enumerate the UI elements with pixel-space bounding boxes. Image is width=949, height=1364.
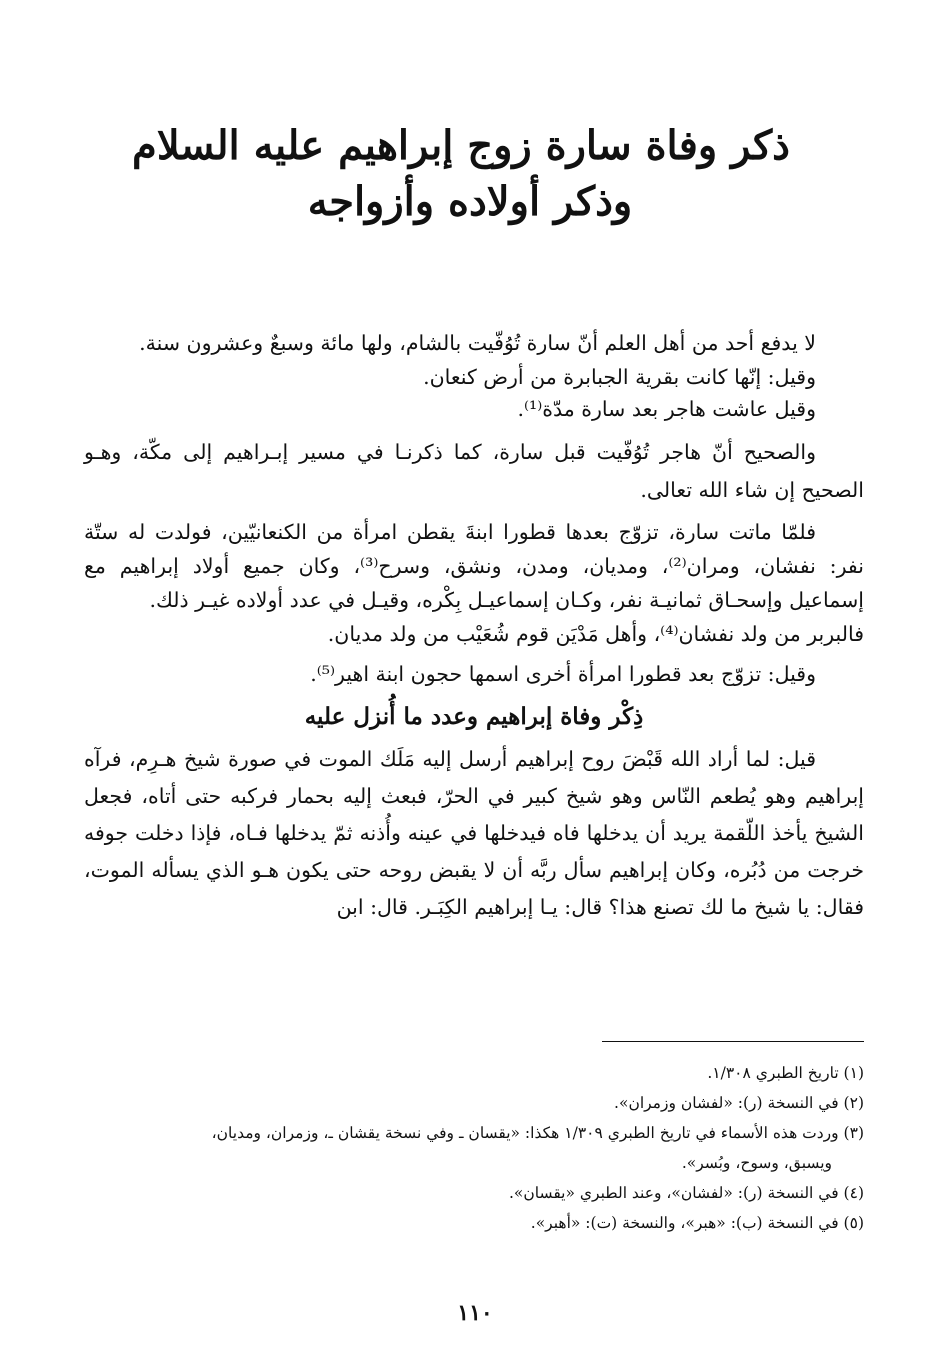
paragraph: لا يدفع أحد من أهل العلم أنّ سارة تُوُفّيت بالشام، ولها مائة وسبعٌ وعشرون سنة. (139, 331, 816, 355)
paragraph: قيل: لما أراد الله قَبْضَ روح إبراهيم أرسل إليه مَلَك الموت في صورة شيخ هـرِم، فرآه إبراهيم وهو يُطعم النّاس وهو شيخ كبير في الحرّ، فبعث إليه بحمار فركبه حتى أتاه، فجعل الشيخ يأخذ اللّقمة يريد أن يدخلها فاه فيدخلها في عينه وأُذنه ثمّ يدخلها فـاه، فإذا دخلت جوفه خرجت من دُبُره، وكان إبراهيم سأل ربَّه أن لا يقبض روحه حتى يكون هـو الذي يسأله الموت، فقال: يا شيخ ما لك تصنع هذا؟ قال: يـا إبراهيم الكِبَـر. قال: ابن (84, 747, 864, 919)
footnote: (٢) في النسخة (ر): «لفشان وزمران». (614, 1094, 864, 1112)
footnote: (١) تاريخ الطبري ١/٣٠٨. (707, 1064, 864, 1082)
paragraph: فالبربر من ولد نفشان⁽⁴⁾، وأهل مَدْيَن قوم شُعَيْب من ولد مديان. (327, 622, 864, 646)
page-number: ١١٠ (457, 1300, 493, 1326)
chapter-title (132, 118, 790, 230)
paragraph: وقيل عاشت هاجر بعد سارة مدّة⁽¹⁾. (517, 397, 816, 421)
chapter-title-line-2: وذكر أولاده وأزواجه (307, 178, 633, 225)
paragraph: وقيل: تزوّج بعد قطورا امرأة أخرى اسمها حجون ابنة اهير⁽⁵⁾. (310, 662, 816, 686)
footnotes (84, 1058, 864, 1238)
footnote: (٣) وردت هذه الأسماء في تاريخ الطبري ١/٣٠٩ هكذا: «يقسان ـ وفي نسخة يقشان ـ، وزمران، ومديان، (211, 1124, 864, 1142)
footnote-continuation: ويسبق، وسوح، وبُسر». (681, 1154, 832, 1172)
footnote: (٥) في النسخة (ب): «هبر»، والنسخة (ت): «أهبر». (530, 1214, 864, 1232)
paragraph: والصحيح أنّ هاجر تُوُفّيت قبل سارة، كما ذكرنـا في مسير إبـراهيم إلى مكّة، وهـو الصحيح إن شاء الله تعالى. (84, 440, 864, 502)
paragraph: فلمّا ماتت سارة، تزوّج بعدها قطورا ابنةَ يقطن امرأة من الكنعانيّين، فولدت له ستّة نفر: نفشان، ومران⁽²⁾، ومديان، ومدن، ونشق، وسرح⁽³⁾، وكان جميع أولاد إبراهيم مع إسماعيل وإسحـاق ثمانيـة نفر، وكـان إسماعيـل بِكْره، وقيـل في عدد أولاده غيـر ذلك. (84, 520, 864, 612)
footnote: (٤) في النسخة (ر): «لفشان»، وعند الطبري «يقسان». (508, 1184, 864, 1202)
paragraph: وقيل: إنّها كانت بقرية الجبابرة من أرض كنعان. (423, 365, 816, 389)
footnote-separator (602, 1041, 864, 1042)
chapter-title-line-1: ذكر وفاة سارة زوج إبراهيم عليه السلام (132, 122, 790, 169)
section-heading: ذِكْر وفاة إبراهيم وعدد ما أُنزل عليه (304, 703, 644, 730)
main-text (84, 325, 864, 926)
